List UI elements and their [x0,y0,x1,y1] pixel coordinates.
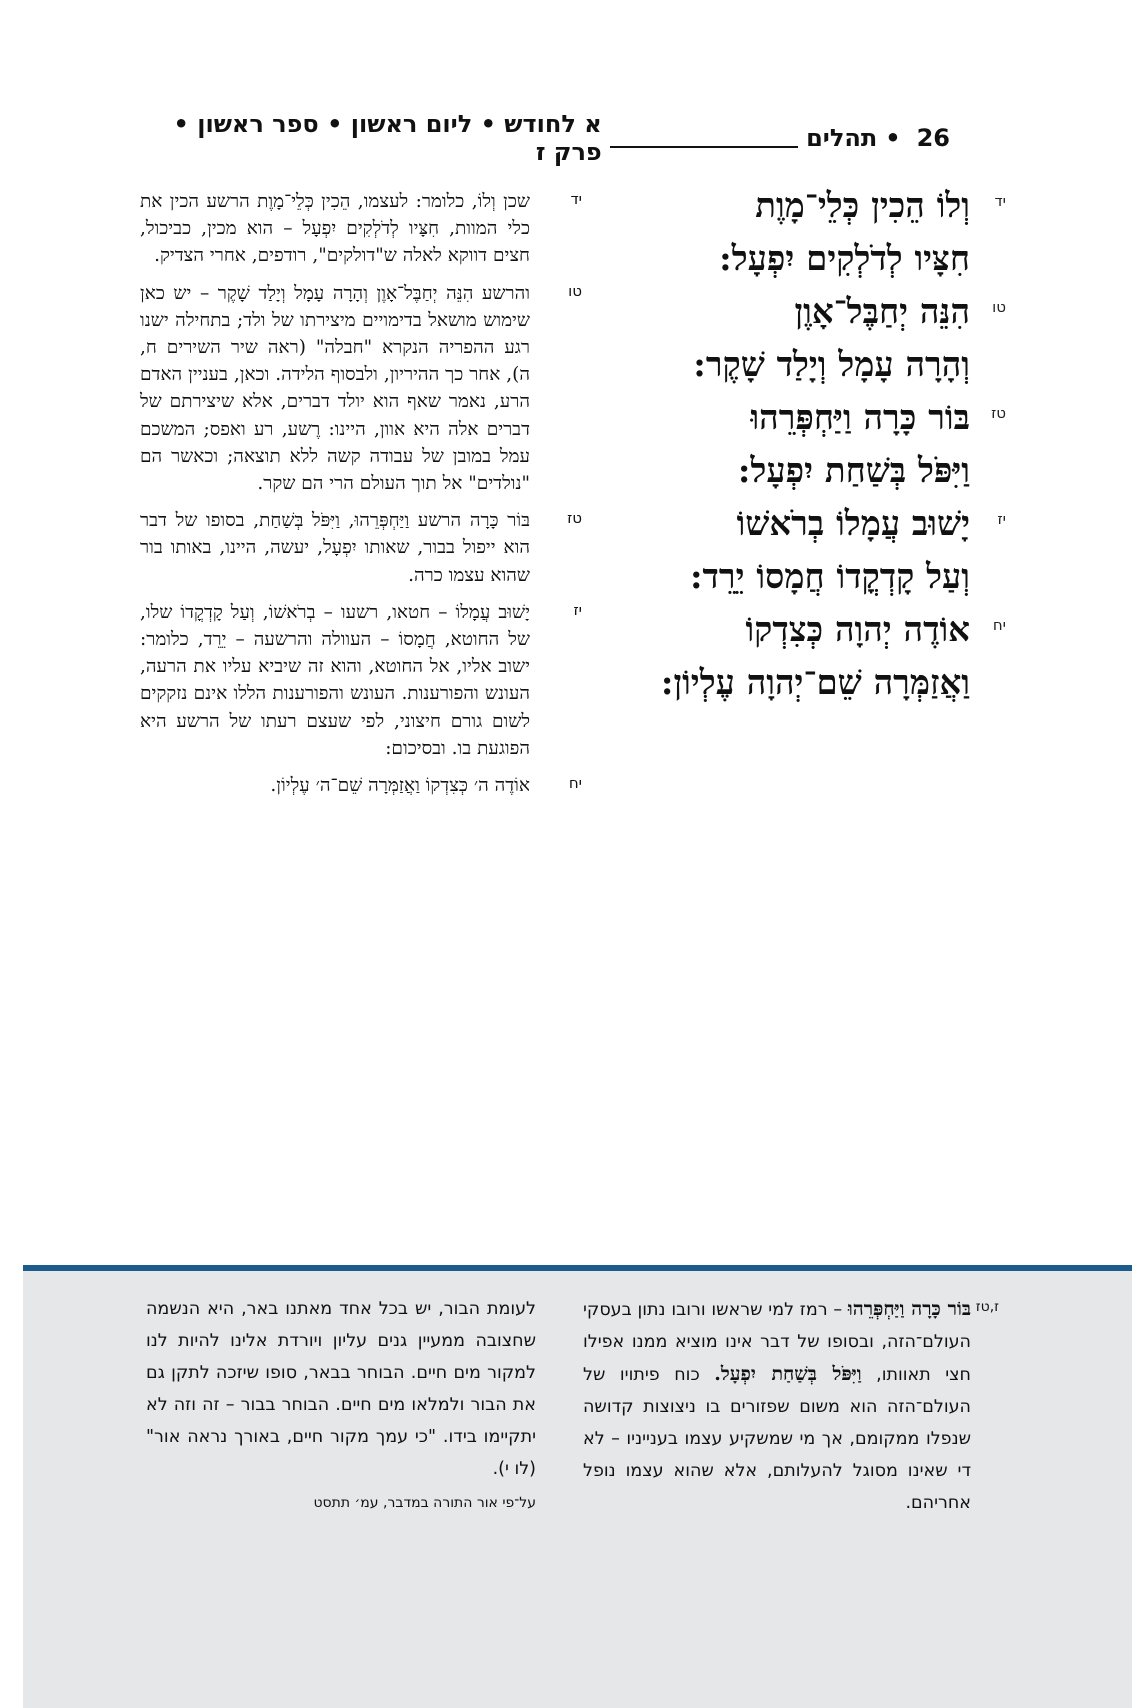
verse-line: וְהָרָה עָמָל וְיָלַד שָׁקֶר: [693,345,970,385]
running-head: א לחודש • ליום ראשון • ספר ראשון • פרק ז [173,110,602,166]
insight-reference: ז,טז [975,1299,999,1315]
commentary-text: והרשע הִנֵּה יְחַבֶּל־אָוֶן וְהָרָה עָמָל וְיָלַד שָׁקֶר – יש כאן שימוש מושאל בדימויים מיצירתו של ולד; בתחילה ישנו רגע ההפריה הנקרא "חבלה" (ראה שיר השירים ח, ה), אחר כך ההיריון, ולבסוף הלידה. וכאן, בעניין האדם הרע, נאמר שאף הוא יולד דברים, אלא שיצירתם של דברים אלה היא אוון, היינו: רֶשע, רע ואפס; המשכם עמל במובן של עבודה קשה ללא תוצאה; וכאשר הם "נולדים" אל תוך העולם הרי הם שקר. [140,282,530,495]
page-number: 26 [916,124,950,152]
verse-line: חִצָּיו לְדֹלְקִים יִפְעָל: [719,239,970,279]
separator-dot: • [885,124,901,152]
verse-number: טו [992,298,1006,316]
verse-15 [640,286,1006,392]
verse-line: וְלוֹ הֵכִין כְּלֵי־מָוֶת [755,186,970,226]
verse-18 [640,604,1006,710]
verse-line: וַיִּפֹּל בְּשַׁחַת יִפְעָל: [737,451,970,491]
insight-box [23,1265,1132,1708]
commentary-17 [140,599,582,762]
verse-16 [640,392,1006,498]
commentary-number: יד [570,190,582,208]
verse-14 [640,180,1006,286]
insight-lemma: בּוֹר כָּרָה וַיַּחְפְּרֵהוּ [847,1298,971,1320]
verse-line: אוֹדֶה יְהוָה כְּצִדְקוֹ [745,610,970,650]
commentary-text: יָשׁוּב עֲמָלוֹ – חטאו, רשעו – בְרֹאשׁוֹ, וְעַל קָדְקֳדוֹ שלו, של החוטא, חֲמָסוֹ – העוולה והרשעה – יֵרֵד, כלומר: ישוב אליו, אל החוטא, והוא זה שיביא עליו את הרעה, העונש והפורענות. העונש והפורענות הללו אינם נזקקים לשום גורם חיצוני, לפי שעצם רעתו של הרשע היא הפוגעת בו. ובסיכום: [140,601,530,759]
verse-line: הִנֵּה יְחַבֶּל־אָוֶן [794,292,970,332]
insight-source: על־פי אור התורה במדבר, עמ׳ תתסט [313,1495,536,1511]
insight-right-text [583,1293,971,1519]
insight-text-part: כוח פיתויו של העולם־הזה הוא משום שפזורים בו ניצוצות קדושה שנפלו ממקומם, אך מי שמשקיע עצמו בענייניו – לא די שאינו מסוגל להעלותם, אלא שהוא עצמו נופל אחריהם. [583,1365,971,1513]
commentary-14 [140,188,582,270]
header-rule [610,128,798,148]
commentary-number: טז [567,509,582,528]
verse-line: בּוֹר כָּרָה וַיַּחְפְּרֵהוּ [750,398,970,438]
insight-right-column [583,1293,999,1519]
insight-text-part: – רמז למי שראשו ורובו נתון בעסקי העולם־הזה, ובסופו של דבר אינו מוציא ממנו אפילו חצי תאוותו, [583,1300,971,1385]
running-header [140,110,950,166]
commentary-16 [140,507,582,589]
commentary-text: אוֹדֶה ה׳ כְּצִדְקוֹ וַאֲזַמְּרָה שֵׁם־ה׳ עֶלְיוֹן. [270,775,530,797]
commentary-15 [140,280,582,498]
commentary-number: יז [573,600,582,619]
commentary-column [140,188,582,809]
verse-number: יז [997,510,1006,528]
verse-line: וַאֲזַמְּרָה שֵׁם־יְהוָה עֶלְיוֹן: [660,663,970,703]
verse-line: וְעַל קָדְקֳדוֹ חֲמָסוֹ יֵרֵד: [690,557,970,597]
insight-left-text: לעומת הבור, יש בכל אחד מאתנו באר, היא הנשמה שחצובה ממעיין גנים עליון ויורדת אלינו להיות לנו למקור מים חיים. הבוחר בבאר, סופו שיזכה לתקן גם את הבור ולמלאו מים חיים. הבוחר בבור – זה וזה לא יתקיימו בידו. "כי עמך מקור חיים, באורך נראה אור" (לו י). [146,1299,536,1479]
insight-left-column [146,1293,536,1513]
commentary-text: שכן וְלוֹ, כלומר: לעצמו, הֵכִין כְּלֵי־מָוֶת הרשע הכין את כלי המוות, חִצָּיו לְדֹלְקִים יִפְעָל – הוא מכין, כביכול, חצים דווקא לאלה ש"דולקים", רודפים, אחרי הצדיק. [140,191,530,267]
book-title: תהלים [806,124,878,152]
verse-17 [640,498,1006,604]
commentary-text: בּוֹר כָּרָה הרשע וַיַּחְפְּרֵהוּ, וַיִּפֹּל בְּשַׁחַת, בסופו של דבר הוא ייפול בבור, שאותו יִפְעָל, יעשה, היינו, באותו בור שהוא עצמו כרה. [140,510,530,586]
commentary-number: טו [568,281,582,300]
verse-number: טז [991,404,1006,422]
commentary-number: יח [568,774,582,793]
verse-line: יָשׁוּב עֲמָלוֹ בְרֹאשׁוֹ [736,504,970,544]
verse-number: יח [992,616,1006,634]
insight-lemma: וַיִּפֹּל בְּשַׁחַת יִפְעָל. [714,1363,862,1385]
commentary-18 [140,772,582,799]
verse-number: יד [994,192,1006,210]
psalm-verses [640,180,1006,710]
